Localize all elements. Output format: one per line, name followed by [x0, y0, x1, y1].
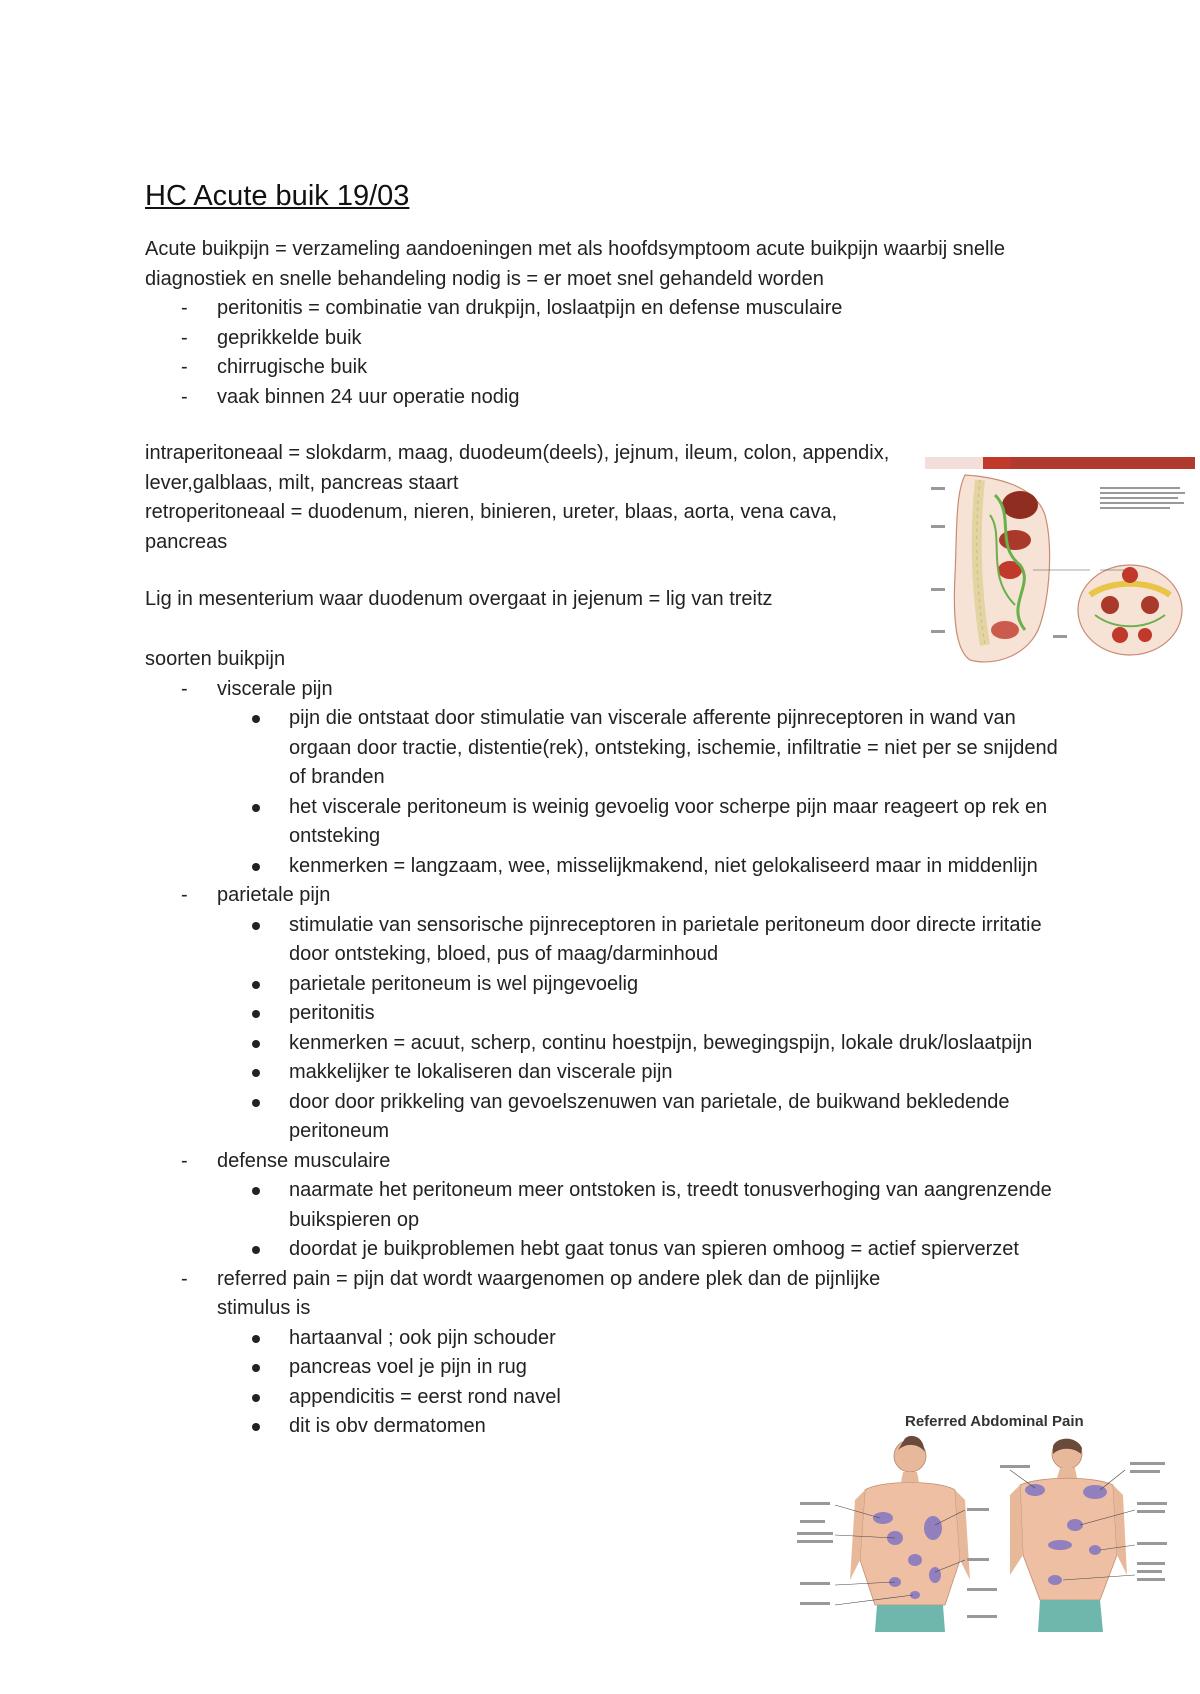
intro-paragraph: Acute buikpijn = verzameling aandoeningen met als hoofdsymptoom acute buikpijn waarbij snelle diagnostiek en snelle behandeling nodig is = er moet snel gehandeld worden	[145, 238, 1005, 290]
parietal-label: parietale pijn	[217, 884, 331, 906]
referred-pain-figure	[795, 1410, 1170, 1632]
bullet-item: dit is obv dermatomen	[217, 1412, 915, 1442]
list-item: - vaak binnen 24 uur operatie nodig	[145, 383, 1065, 413]
pain-types-section	[145, 645, 1065, 1442]
pain-types-list	[145, 675, 1065, 1442]
peritoneum-anatomy-illustration	[925, 455, 1195, 680]
list-item-defense	[145, 1147, 1065, 1265]
treitz-section	[145, 585, 905, 615]
bullet-item: stimulatie van sensorische pijnreceptoren in parietale peritoneum door directe irritatie door ontsteking, bloed, pus of maag/darminhoud	[217, 911, 1065, 970]
bullet-item: parietale peritoneum is wel pijngevoelig	[217, 970, 1065, 1000]
list-item: - chirrugische buik	[145, 353, 1065, 383]
bullet-item: kenmerken = langzaam, wee, misselijkmakend, niet gelokaliseerd maar in middenlijn	[217, 852, 1065, 882]
retroperitoneal-text: retroperitoneaal = duodenum, nieren, binieren, ureter, blaas, aorta, vena cava, pancreas	[145, 501, 838, 553]
bullet-item: het viscerale peritoneum is weinig gevoelig voor scherpe pijn maar reageert op rek en ontsteking	[217, 793, 1065, 852]
intraperitoneal-text: intraperitoneaal = slokdarm, maag, duodeum(deels), jejnum, ileum, colon, appendix, lever,galblaas, milt, pancreas staart	[145, 442, 890, 494]
list-item: - geprikkelde buik	[145, 324, 1065, 354]
referred-pain-illustration	[795, 1410, 1170, 1632]
parietal-bullets	[217, 911, 1065, 1147]
treitz-text: Lig in mesenterium waar duodenum overgaat in jejenum = lig van treitz	[145, 588, 773, 610]
bullet-item: doordat je buikproblemen hebt gaat tonus van spieren omhoog = actief spierverzet	[217, 1235, 1065, 1265]
visceral-label: viscerale pijn	[217, 677, 333, 700]
bullet-item: naarmate het peritoneum meer ontstoken is, treedt tonusverhoging van aangrenzende buikspieren op	[217, 1176, 1065, 1235]
pain-types-heading: soorten buikpijn	[145, 648, 286, 670]
visceral-bullets	[217, 704, 1065, 881]
intro-list	[145, 294, 1065, 412]
bullet-item: pijn die ontstaat door stimulatie van viscerale afferente pijnreceptoren in wand van orgaan door tractie, distentie(rek), ontsteking, ischemie, infiltratie = niet per se snijdend of branden	[217, 704, 1065, 793]
intro-section	[145, 235, 1065, 412]
peritoneum-anatomy-figure	[925, 455, 1195, 680]
page-title: HC Acute buik 19/03	[145, 180, 410, 212]
organs-section	[145, 439, 905, 557]
defense-bullets	[217, 1176, 1065, 1265]
list-item: - peritonitis = combinatie van drukpijn, loslaatpijn en defense musculaire	[145, 294, 1065, 324]
bullet-item: peritonitis	[217, 999, 1065, 1029]
list-item-visceral	[145, 675, 1065, 882]
bullet-item: pancreas voel je pijn in rug	[217, 1353, 915, 1383]
bullet-item: appendicitis = eerst rond navel	[217, 1383, 915, 1413]
defense-label: defense musculaire	[217, 1149, 391, 1172]
referred-label: referred pain = pijn dat wordt waargenomen op andere plek dan de pijnlijke stimulus is	[217, 1267, 881, 1319]
list-item-parietal	[145, 881, 1065, 1147]
referred-pain-figure-title: Referred Abdominal Pain	[905, 1413, 1084, 1430]
bullet-item: makkelijker te lokaliseren dan viscerale pijn	[217, 1058, 1065, 1088]
bullet-item: hartaanval ; ook pijn schouder	[217, 1324, 915, 1354]
bullet-item: door door prikkeling van gevoelszenuwen van parietale, de buikwand bekledende peritoneum	[217, 1088, 1065, 1147]
bullet-item: kenmerken = acuut, scherp, continu hoestpijn, bewegingspijn, lokale druk/loslaatpijn	[217, 1029, 1065, 1059]
